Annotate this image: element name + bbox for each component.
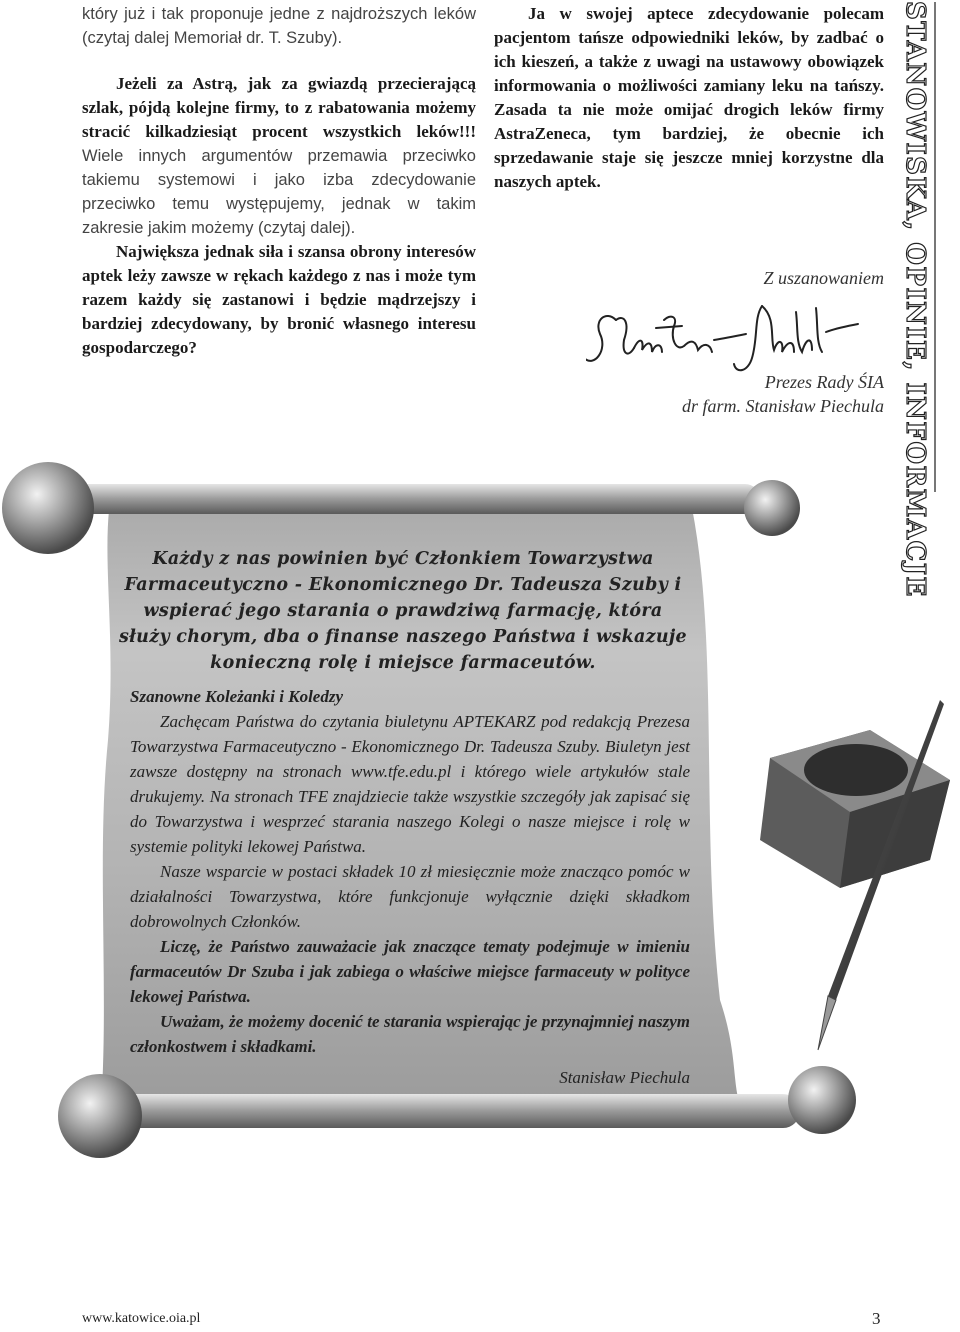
left-paragraph-2-bold: Jeżeli za Astrą, jak za gwiazdą przecierającą szlak, pójdą kolejne firmy, to z rabatowania możemy stracić kilkadziesiąt procent wszystkich leków!!! bbox=[82, 74, 476, 141]
letter-paragraph-4: Uważam, że możemy docenić te starania wspierając je przynajmniej naszym członkostwem i składkami. bbox=[130, 1012, 690, 1056]
left-paragraph-3: Największa jednak siła i szansa obrony interesów aptek leży zawsze w rękach każdego z nas i może tym razem każdy się zastanowi i będzie mądrzejszy i bardziej zdecydowany, by bronić własnego interesu gospodarczego? bbox=[82, 242, 476, 357]
signature-block bbox=[620, 370, 884, 418]
left-paragraph-2 bbox=[82, 72, 476, 240]
letter-paragraph-1: Zachęcam Państwa do czytania biuletynu APTEKARZ pod redakcją Prezesa Towarzystwa Farmaceutyczno - Ekonomicznego Dr. Tadeusza Szuby. Biuletyn jest zawsze dostępny na stronach www.tfe.edu.pl i którego wiele artykułów stale drukujemy. Na stronach TFE znajdziecie także wszystkie szczegóły jak zapisać się do Towarzystwa i wesprzeć starania naszego Kolegi o nasze miejsce i rolę w systemie polityki lekowej Państwa. bbox=[130, 712, 690, 856]
top-right-knob bbox=[744, 480, 800, 536]
scroll-banner: Każdy z nas powinien być Członkiem Towarzystwa Farmaceutyczno - Ekonomicznego Dr. Tadeusza Szuby i wspierać jego starania o prawdziwą farmację, która służy chorym, dba o finanse naszego Państwa i wskazuje konieczną rolę i miejsce farmaceutów. bbox=[119, 549, 687, 673]
letter-paragraph-3: Liczę, że Państwo zauważacie jak znaczące tematy podejmuje w imieniu farmaceutów Dr Szuba i jak zabiega o właściwe miejsce farmaceuty w polityce lekowej Państwa. bbox=[130, 937, 690, 1006]
left-paragraph-1: który już i tak proponuje jedne z najdroższych leków (czytaj dalej Memoriał dr. T. Szuby). bbox=[82, 5, 476, 47]
section-heading: STANOWISKA, OPINIE, INFORMACJE bbox=[900, 1, 930, 598]
signature-image bbox=[586, 298, 886, 380]
author-role: Prezes Rady ŚIA bbox=[764, 372, 884, 392]
left-paragraph-2-rest: Wiele innych argumentów przemawia przeciwko takiemu systemowi i jako izba zdecydowanie przeciwko temu występujemy, jednak w takim zakresie jakim możemy (czytaj dalej). bbox=[82, 147, 476, 237]
right-paragraph-1: Ja w swojej aptece zdecydowanie polecam pacjentom tańsze odpowiedniki leków, by zadbać o ich kieszeń, a także z uwagi na ustawowy obowiązek informowania o możliwości zamiany leku na tańszy. Zasada ta nie może omijać drogich leków firmy AstraZeneca, tym bardziej, że obecnie ich sprzedawanie staje się jeszcze mniej korzystne dla naszych aptek. bbox=[494, 4, 884, 191]
author-name: dr farm. Stanisław Piechula bbox=[682, 396, 884, 416]
letter-sign: Stanisław Piechula bbox=[559, 1068, 690, 1087]
letter-paragraph-2: Nasze wsparcie w postaci składek 10 zł miesięcznie może znacząco pomóc w działalności Towarzystwa, które funkcjonuje wyłącznie dzięki składkom dobrowolnych Członków. bbox=[130, 862, 690, 931]
letter-salutation: Szanowne Koleżanki i Koledzy bbox=[130, 687, 344, 706]
left-column bbox=[82, 2, 476, 360]
scroll-letter bbox=[130, 684, 690, 1090]
closing-greeting: Z uszanowaniem bbox=[763, 268, 884, 288]
bottom-roll bbox=[80, 1094, 800, 1128]
section-sidebar bbox=[900, 1, 944, 598]
top-left-knob bbox=[2, 462, 94, 554]
bottom-right-knob bbox=[788, 1066, 856, 1134]
right-column bbox=[494, 2, 884, 194]
top-roll bbox=[30, 484, 760, 514]
footer-url: www.katowice.oia.pl bbox=[82, 1311, 201, 1326]
page-number: 3 bbox=[872, 1309, 881, 1328]
